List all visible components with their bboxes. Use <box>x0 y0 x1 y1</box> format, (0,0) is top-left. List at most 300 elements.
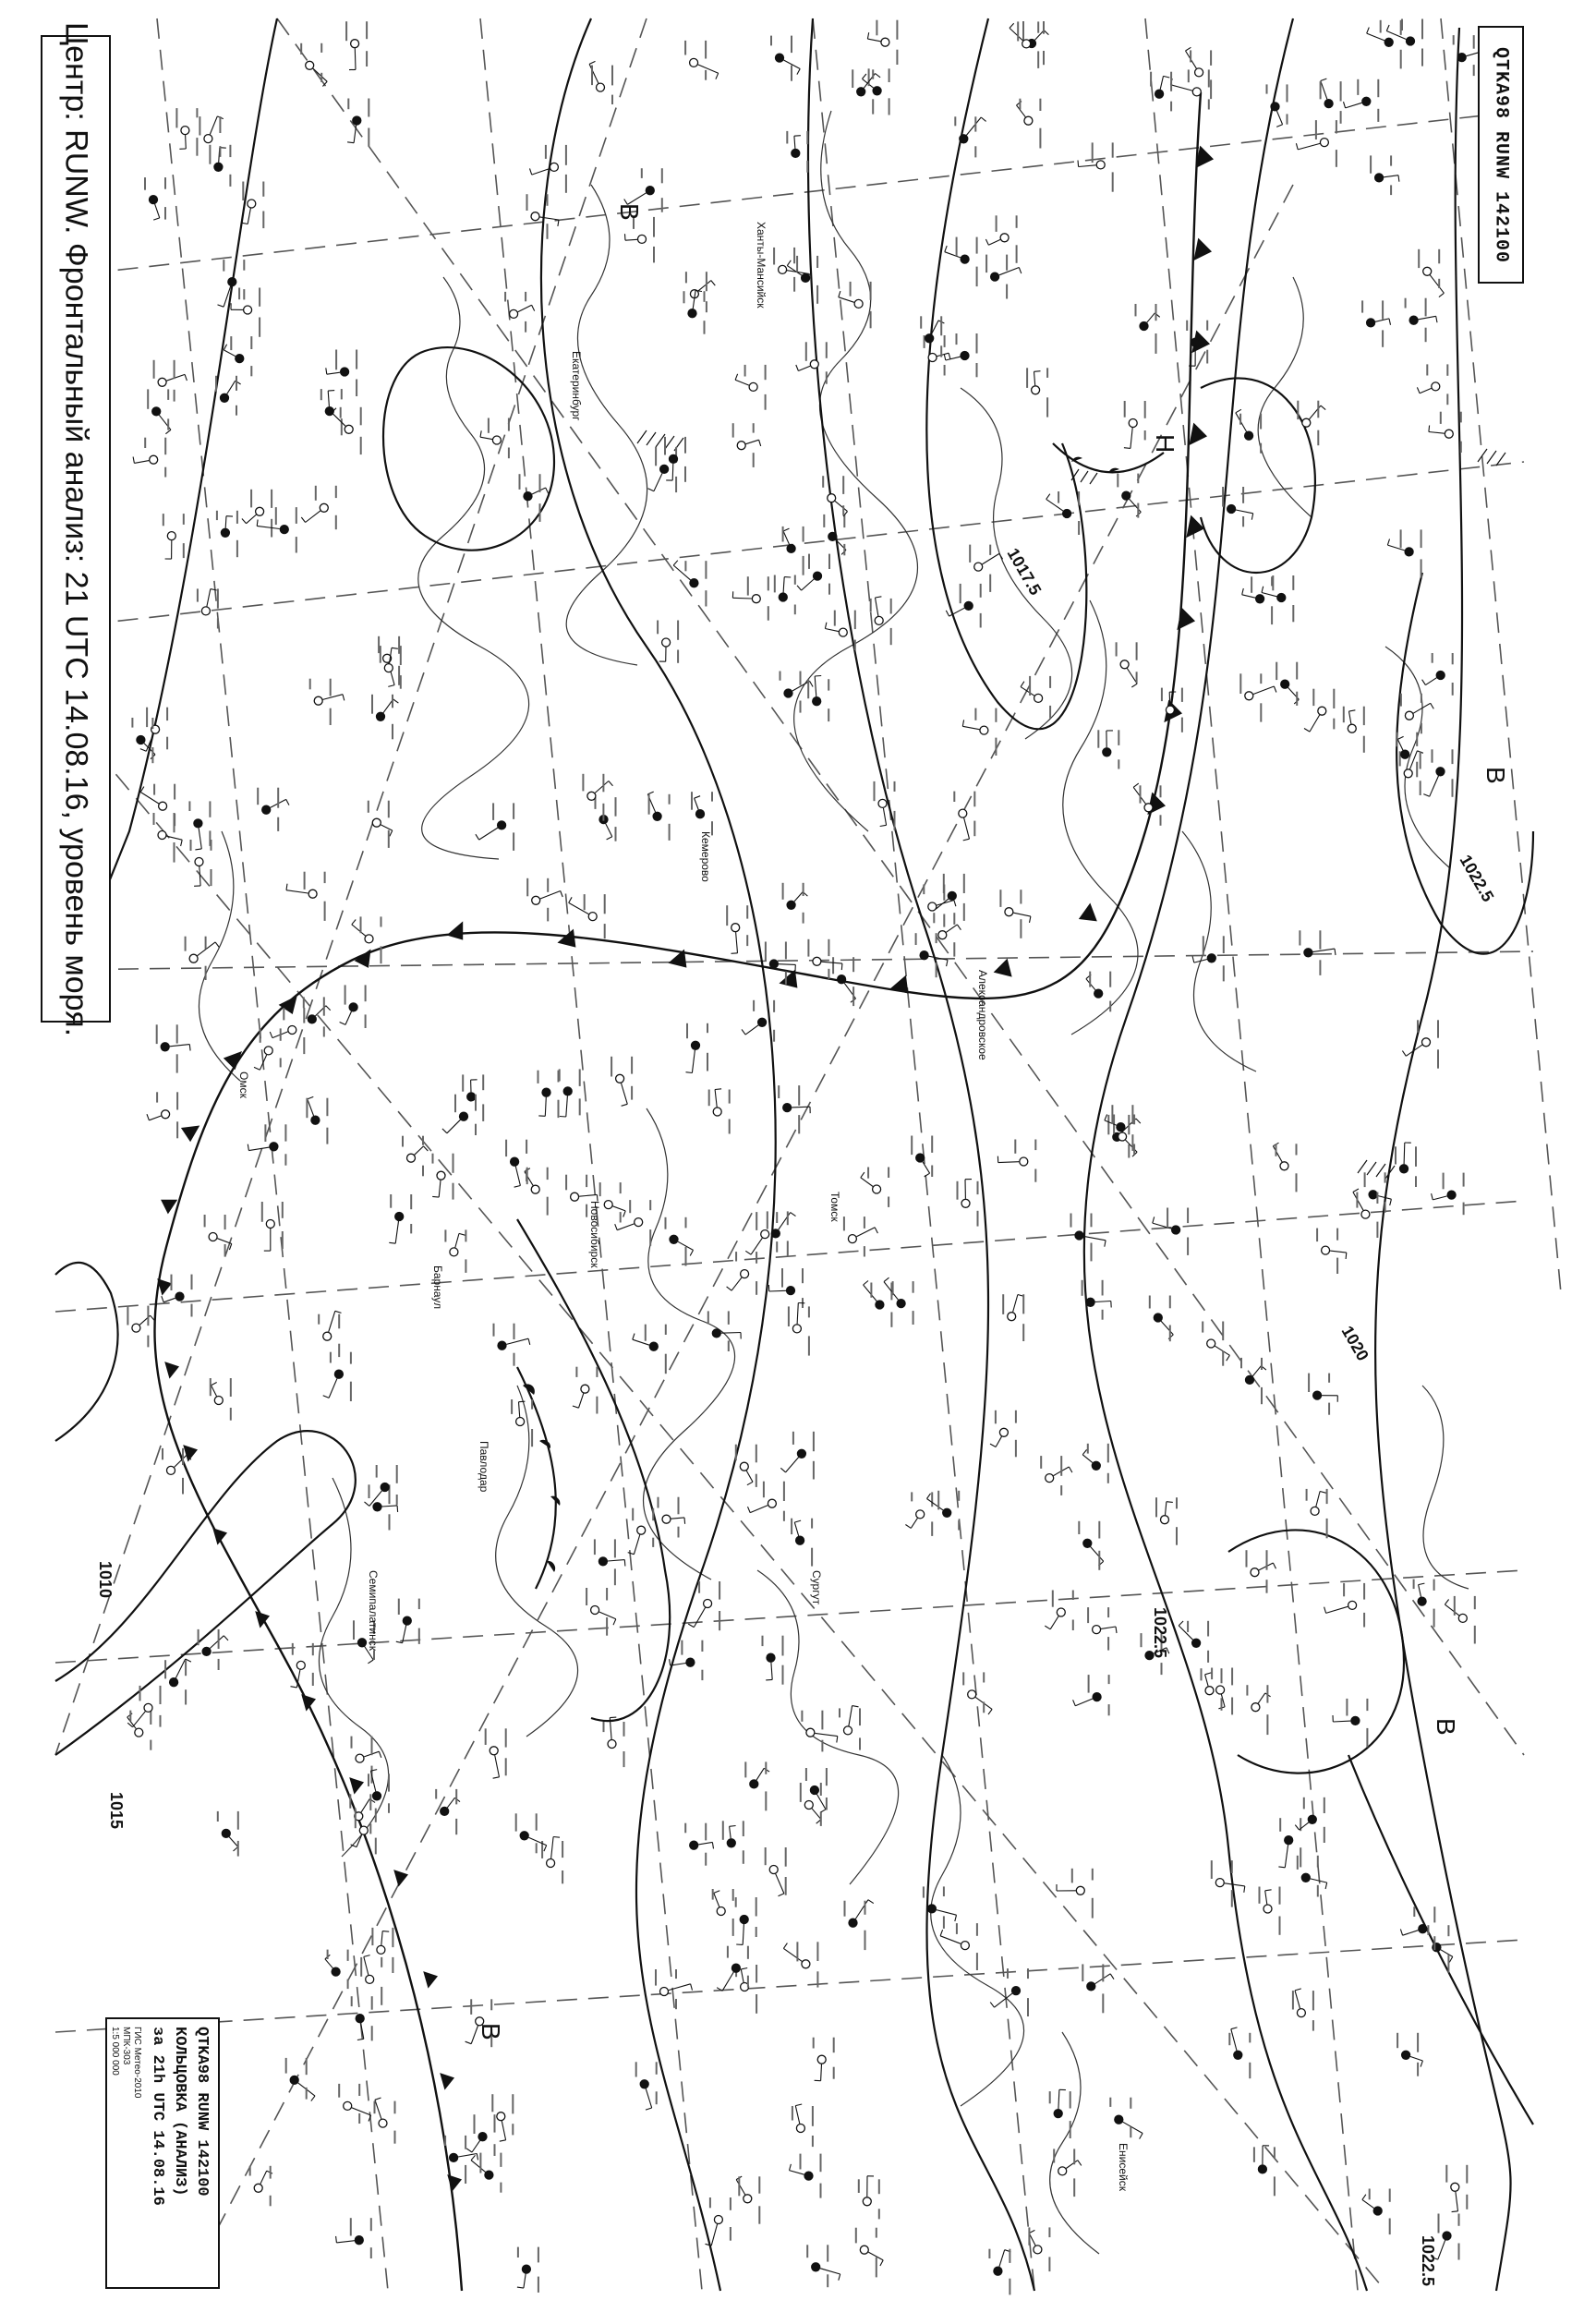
station-value-mark <box>1366 1728 1368 1748</box>
station-circle <box>844 1726 852 1735</box>
station-value-mark <box>1102 1280 1104 1296</box>
station-value-mark <box>171 1275 173 1290</box>
station-circle <box>581 1385 589 1393</box>
station-value-mark <box>1111 1105 1113 1124</box>
station-value-mark <box>1107 1607 1109 1617</box>
station-value-mark <box>888 1197 889 1207</box>
station-value-mark <box>684 561 686 571</box>
station-value-mark <box>373 1650 375 1660</box>
station-value-mark <box>915 933 917 945</box>
station-value-mark <box>1413 1907 1415 1917</box>
station-circle <box>1140 322 1148 331</box>
station-circle <box>306 61 314 69</box>
station-value-mark <box>788 1306 790 1326</box>
isobar-label: 1022.5 <box>1419 2235 1437 2287</box>
station-circle <box>961 255 969 263</box>
station-value-mark <box>219 146 221 157</box>
station-circle <box>373 1503 381 1511</box>
station-value-mark <box>536 1813 538 1830</box>
station-value-mark <box>347 1979 349 1990</box>
station-circle <box>159 802 167 810</box>
station-value-mark <box>217 618 219 628</box>
isobar-label: 1017.5 <box>1003 545 1046 599</box>
station-value-mark <box>807 679 809 698</box>
station-value-mark <box>1466 2195 1468 2209</box>
station-value-mark <box>859 1708 861 1725</box>
station-value-mark <box>828 554 830 569</box>
station-circle <box>1245 692 1253 700</box>
station-circle <box>943 1508 951 1517</box>
station-value-mark <box>1336 1229 1338 1241</box>
station-circle <box>1192 88 1201 96</box>
station-value-mark <box>559 1069 561 1081</box>
station-value-mark <box>816 256 818 268</box>
station-value-mark <box>806 161 808 173</box>
station-value-mark <box>786 131 788 144</box>
station-circle <box>194 819 202 828</box>
station-value-mark <box>303 997 305 1008</box>
station-circle <box>1024 116 1033 125</box>
station-value-mark <box>230 336 232 350</box>
station-value-mark <box>976 237 978 254</box>
station-circle <box>365 935 373 943</box>
station-circle <box>175 1292 184 1301</box>
station-circle <box>769 1866 778 1874</box>
station-value-mark <box>1415 1146 1417 1167</box>
station-circle <box>531 1185 539 1193</box>
station-value-mark <box>282 1202 284 1218</box>
station-circle <box>873 1185 881 1193</box>
station-circle <box>717 1907 725 1916</box>
station-circle <box>961 1199 970 1207</box>
station-circle <box>1063 510 1071 518</box>
station-value-mark <box>781 1268 783 1288</box>
station-circle <box>660 465 669 473</box>
station-value-mark <box>709 2197 711 2208</box>
station-value-mark <box>874 781 876 801</box>
station-value-mark <box>1266 1685 1268 1702</box>
station-value-mark <box>335 350 337 370</box>
station-value-mark <box>976 333 978 354</box>
station-value-mark <box>796 256 798 272</box>
station-value-mark <box>890 1313 892 1327</box>
station-value-mark <box>855 2228 857 2244</box>
station-value-mark <box>365 985 367 1001</box>
station-circle <box>1122 491 1130 500</box>
station-value-mark <box>876 2228 877 2238</box>
station-circle <box>266 1220 274 1229</box>
station-value-mark <box>526 1169 527 1181</box>
station-value-mark <box>1097 730 1099 747</box>
station-value-mark <box>350 2218 352 2235</box>
station-value-mark <box>547 1197 549 1216</box>
station-value-mark <box>980 584 982 598</box>
isobar-label: 1010 <box>96 1561 115 1599</box>
station-circle <box>290 2076 298 2084</box>
station-value-mark <box>396 1465 398 1483</box>
station-value-mark <box>512 2124 514 2135</box>
wind-feather <box>382 1931 389 1932</box>
station-value-mark <box>1109 2098 1111 2107</box>
station-value-mark <box>579 1098 581 1115</box>
station-value-mark <box>306 1098 308 1119</box>
station-value-mark <box>182 1448 184 1465</box>
station-value-mark <box>347 1950 349 1961</box>
station-value-mark <box>1363 736 1365 753</box>
station-circle <box>1154 1313 1162 1322</box>
station-circle <box>1400 1165 1409 1173</box>
station-value-mark <box>931 1136 933 1153</box>
station-value-mark <box>394 2101 396 2114</box>
station-value-mark <box>147 1336 149 1348</box>
station-value-mark <box>494 2114 496 2132</box>
station-circle <box>916 1154 925 1162</box>
station-value-mark <box>1421 19 1423 40</box>
wind-barb <box>732 598 751 599</box>
station-value-mark <box>1274 2147 1276 2158</box>
station-circle <box>162 1110 170 1119</box>
station-value-mark <box>870 599 872 612</box>
station-circle <box>591 1606 599 1615</box>
station-circle <box>1302 418 1311 427</box>
station-value-mark <box>839 1708 840 1717</box>
station-value-mark <box>309 679 311 690</box>
station-value-mark <box>368 801 369 813</box>
station-value-mark <box>368 1773 369 1786</box>
station-circle <box>1086 1298 1094 1306</box>
station-value-mark <box>1324 1827 1325 1843</box>
station-value-mark <box>1427 1925 1429 1935</box>
station-value-mark <box>816 1942 818 1961</box>
station-value-mark <box>963 874 965 893</box>
station-value-mark <box>129 1711 131 1722</box>
station-value-mark <box>1303 1798 1305 1810</box>
station-value-mark <box>798 1085 800 1106</box>
station-value-mark <box>167 389 169 400</box>
station-value-mark <box>1043 51 1045 65</box>
station-value-mark <box>1463 1203 1465 1216</box>
station-circle <box>497 2112 505 2121</box>
station-value-mark <box>1124 401 1126 418</box>
station-circle <box>359 1826 368 1834</box>
station-value-mark <box>645 1325 647 1341</box>
station-value-mark <box>1276 662 1277 680</box>
station-value-mark <box>599 1182 601 1196</box>
station-value-mark <box>1416 762 1418 778</box>
station-value-mark <box>259 288 260 307</box>
station-circle <box>373 1792 381 1800</box>
station-circle <box>961 352 969 360</box>
station-value-mark <box>989 575 991 592</box>
station-value-mark <box>236 511 238 524</box>
station-value-mark <box>1363 707 1365 725</box>
station-circle <box>792 1325 801 1333</box>
station-value-mark <box>614 1539 616 1557</box>
station-value-mark <box>977 1181 979 1194</box>
station-value-mark <box>485 1728 487 1745</box>
station-value-mark <box>632 1508 634 1521</box>
station-circle <box>1409 316 1418 324</box>
station-circle <box>1407 37 1415 45</box>
station-value-mark <box>1207 1621 1209 1637</box>
station-circle <box>768 1499 776 1507</box>
station-circle <box>727 1839 735 1847</box>
station-value-mark <box>782 527 784 542</box>
wind-feather <box>1078 161 1079 167</box>
station-value-mark <box>828 708 829 721</box>
station-value-mark <box>1292 575 1294 590</box>
station-value-mark <box>1315 120 1317 139</box>
station-value-mark <box>547 224 549 239</box>
station-circle <box>1075 1231 1083 1240</box>
station-value-mark <box>785 1847 787 1867</box>
station-value-mark <box>1317 401 1319 418</box>
station-circle <box>1367 319 1375 327</box>
station-circle <box>1092 1461 1100 1470</box>
station-value-mark <box>1222 1322 1224 1341</box>
station-circle <box>1032 386 1040 394</box>
station-value-mark <box>147 389 149 408</box>
station-circle <box>280 526 288 534</box>
station-circle <box>460 1112 468 1120</box>
station-value-mark <box>852 987 854 1006</box>
station-value-mark <box>794 575 796 585</box>
station-value-mark <box>808 1336 810 1355</box>
station-circle <box>653 812 661 820</box>
station-value-mark <box>1317 430 1319 446</box>
station-value-mark <box>205 966 207 980</box>
station-value-mark <box>1109 972 1111 987</box>
station-value-mark <box>977 1211 979 1227</box>
station-value-mark <box>1417 2063 1419 2076</box>
station-value-mark <box>175 108 177 127</box>
station-circle <box>563 1087 572 1096</box>
station-value-mark <box>872 69 874 79</box>
station-value-mark <box>1188 69 1190 82</box>
station-circle <box>1161 1516 1169 1524</box>
station-value-mark <box>215 376 217 392</box>
station-value-mark <box>812 2136 814 2147</box>
station-value-mark <box>1274 2176 1276 2196</box>
wind-feather <box>732 953 738 954</box>
station-value-mark <box>956 333 958 345</box>
station-value-mark <box>623 1751 625 1767</box>
station-value-mark <box>813 1461 815 1480</box>
station-value-mark <box>1092 1869 1094 1881</box>
station-value-mark <box>1361 300 1363 312</box>
station-value-mark <box>604 894 606 914</box>
station-circle <box>1443 2232 1451 2240</box>
station-value-mark <box>832 957 834 974</box>
station-value-mark <box>675 1999 677 2009</box>
station-value-mark <box>1384 1172 1386 1182</box>
station-value-mark <box>360 437 362 454</box>
station-circle <box>938 931 947 939</box>
station-value-mark <box>1474 1596 1476 1609</box>
station-value-mark <box>1210 50 1212 66</box>
station-value-mark <box>1108 1704 1110 1715</box>
station-circle <box>254 2184 262 2192</box>
station-circle <box>767 1653 775 1662</box>
station-value-mark <box>1039 128 1041 149</box>
station-value-mark <box>519 474 521 490</box>
station-value-mark <box>1019 99 1021 110</box>
station-value-mark <box>661 168 663 183</box>
station-value-mark <box>878 2179 880 2194</box>
station-value-mark <box>388 1803 390 1813</box>
station-value-mark <box>191 1275 193 1290</box>
station-value-mark <box>1242 487 1244 503</box>
station-circle <box>221 393 229 402</box>
station-value-mark <box>969 545 971 563</box>
station-value-mark <box>923 885 925 895</box>
station-value-mark <box>995 708 997 722</box>
station-circle <box>270 1143 278 1151</box>
station-value-mark <box>661 198 663 212</box>
station-value-mark <box>1249 2033 1251 2043</box>
station-value-mark <box>1447 1955 1449 1972</box>
station-value-mark <box>1336 1258 1338 1274</box>
station-circle <box>1258 2165 1266 2173</box>
station-value-mark <box>746 935 748 946</box>
station-circle <box>817 2055 826 2064</box>
station-value-mark <box>706 272 707 291</box>
chart-stamp <box>105 2017 220 2289</box>
station-value-mark <box>432 1154 434 1164</box>
station-name: Екатеринбург <box>570 351 583 421</box>
station-circle <box>1207 1339 1215 1348</box>
station-circle <box>150 196 158 204</box>
station-value-mark <box>685 1217 687 1229</box>
station-value-mark <box>131 718 133 728</box>
station-value-mark <box>1279 1818 1281 1832</box>
station-circle <box>345 425 353 433</box>
station-value-mark <box>753 1000 755 1011</box>
station-value-mark <box>706 301 707 312</box>
wind-feather <box>625 234 626 240</box>
station-circle <box>1401 750 1409 758</box>
station-value-mark <box>465 1229 466 1241</box>
station-value-mark <box>685 1247 687 1266</box>
station-value-mark <box>1022 21 1024 41</box>
station-value-mark <box>953 942 955 956</box>
station-value-mark <box>164 177 166 189</box>
station-circle <box>810 1786 818 1795</box>
station-value-mark <box>174 784 175 800</box>
station-value-mark <box>1425 298 1427 317</box>
station-value-mark <box>1128 1144 1130 1158</box>
station-circle <box>450 2153 458 2161</box>
station-value-mark <box>623 1722 625 1737</box>
station-value-mark <box>1071 1869 1073 1883</box>
station-circle <box>588 913 597 921</box>
station-circle <box>920 951 928 960</box>
station-circle <box>524 492 532 501</box>
station-value-mark <box>701 1640 703 1652</box>
station-value-mark <box>350 1352 352 1364</box>
station-value-mark <box>606 1617 608 1636</box>
station-value-mark <box>1037 21 1039 32</box>
station-value-mark <box>217 588 219 608</box>
station-circle <box>498 821 506 829</box>
station-value-mark <box>852 957 854 972</box>
station-value-mark <box>1445 2165 1447 2183</box>
station-circle <box>637 1526 646 1534</box>
station-value-mark <box>338 1344 340 1357</box>
station-circle <box>1445 430 1453 438</box>
station-value-mark <box>726 905 728 926</box>
station-value-mark <box>641 168 643 178</box>
station-value-mark <box>870 1283 872 1298</box>
station-value-mark <box>347 99 349 110</box>
station-value-mark <box>973 821 975 837</box>
station-circle <box>1402 2051 1410 2059</box>
station-value-mark <box>381 1987 382 2005</box>
station-value-mark <box>954 116 956 126</box>
station-value-mark <box>1102 1310 1104 1320</box>
station-name: Томск <box>828 1192 841 1222</box>
station-circle <box>1447 1191 1456 1199</box>
station-circle <box>1432 382 1440 391</box>
station-value-mark <box>765 1847 767 1865</box>
station-value-mark <box>1460 412 1462 423</box>
station-value-mark <box>1231 1698 1233 1715</box>
station-value-mark <box>943 885 945 901</box>
station-value-mark <box>872 99 874 114</box>
station-value-mark <box>603 1722 605 1732</box>
station-value-mark <box>665 1325 667 1335</box>
station-value-mark <box>920 316 922 328</box>
station-value-mark <box>1102 1964 1104 1981</box>
station-circle <box>308 890 317 898</box>
station-circle <box>646 187 654 195</box>
map-title: Центр: RUNW. Фронтальный анализ: 21 UTC 14.08.16, уровень моря. <box>58 21 94 1036</box>
station-value-mark <box>806 2245 808 2258</box>
station-circle <box>749 382 757 391</box>
station-value-mark <box>800 672 802 685</box>
station-value-mark <box>1364 1172 1366 1187</box>
station-circle <box>806 1728 815 1737</box>
station-circle <box>1205 1687 1214 1695</box>
station-value-mark <box>1437 1020 1439 1037</box>
station-value-mark <box>615 797 617 817</box>
station-value-mark <box>614 1568 616 1585</box>
station-value-mark <box>911 1492 913 1501</box>
station-value-mark <box>1221 1668 1223 1683</box>
station-value-mark <box>756 1252 757 1264</box>
station-circle <box>377 1945 385 1954</box>
station-value-mark <box>1176 1527 1178 1545</box>
station-value-mark <box>1078 521 1080 535</box>
station-circle <box>1245 431 1253 440</box>
station-value-mark <box>1187 1238 1189 1255</box>
station-circle <box>221 528 229 537</box>
station-circle <box>1227 505 1236 514</box>
station-circle <box>1083 1539 1092 1547</box>
station-value-mark <box>774 575 776 593</box>
station-value-mark <box>783 1482 785 1501</box>
station-value-mark <box>684 466 686 482</box>
stamp-line-3: за 21h UTC 14.08.16 <box>149 2027 166 2206</box>
station-value-mark <box>811 1519 813 1529</box>
station-circle <box>167 532 175 540</box>
station-value-mark <box>1458 2214 1460 2226</box>
station-value-mark <box>729 1120 731 1134</box>
station-circle <box>948 891 956 900</box>
station-value-mark <box>956 1923 958 1934</box>
station-value-mark <box>843 1217 845 1230</box>
station-value-mark <box>820 2154 822 2173</box>
